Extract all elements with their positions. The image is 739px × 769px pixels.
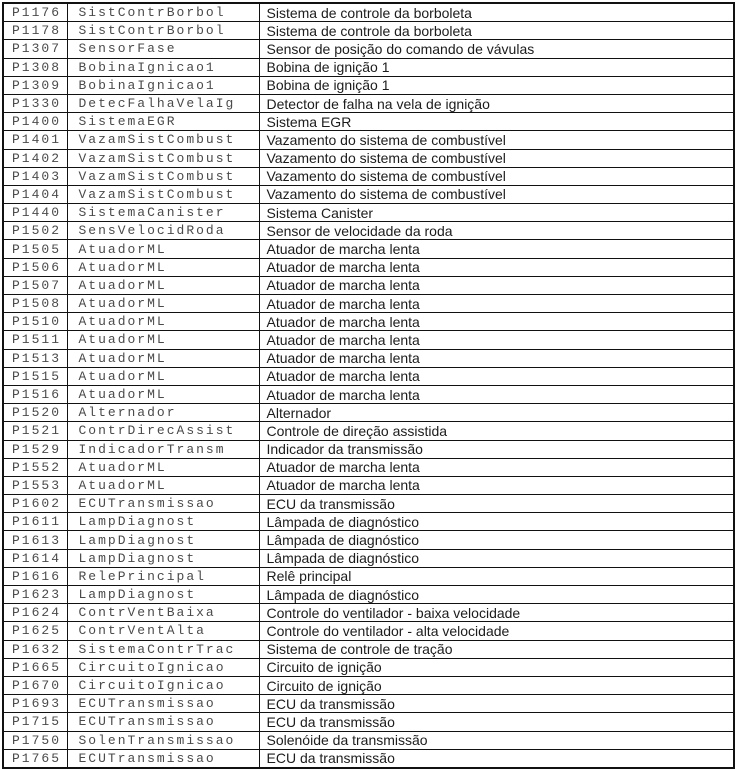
dtc-short-name-cell: LampDiagnost bbox=[67, 531, 259, 549]
dtc-short-name-cell: SensorFase bbox=[67, 40, 259, 58]
dtc-short-name-cell: AtuadorML bbox=[67, 240, 259, 258]
dtc-short-name-cell: SensVelocidRoda bbox=[67, 222, 259, 240]
table-row bbox=[3, 204, 734, 222]
dtc-description-cell: Atuador de marcha lenta bbox=[259, 276, 734, 294]
table-row bbox=[3, 640, 734, 658]
dtc-description-cell: Atuador de marcha lenta bbox=[259, 385, 734, 403]
table-row bbox=[3, 695, 734, 713]
dtc-short-name-cell: AtuadorML bbox=[67, 295, 259, 313]
table-row bbox=[3, 258, 734, 276]
dtc-code-cell: P1623 bbox=[3, 586, 67, 604]
table-row bbox=[3, 549, 734, 567]
dtc-short-name-cell: ContrVentAlta bbox=[67, 622, 259, 640]
dtc-code-cell: P1625 bbox=[3, 622, 67, 640]
dtc-code-cell: P1513 bbox=[3, 349, 67, 367]
dtc-short-name-cell: DetecFalhaVelaIg bbox=[67, 94, 259, 112]
dtc-description-cell: Sensor de velocidade da roda bbox=[259, 222, 734, 240]
dtc-table-body bbox=[3, 3, 734, 768]
table-row bbox=[3, 658, 734, 676]
table-row bbox=[3, 185, 734, 203]
dtc-short-name-cell: AtuadorML bbox=[67, 458, 259, 476]
dtc-code-cell: P1511 bbox=[3, 331, 67, 349]
dtc-short-name-cell: VazamSistCombust bbox=[67, 167, 259, 185]
dtc-description-cell: Sistema de controle da borboleta bbox=[259, 22, 734, 40]
dtc-code-cell: P1402 bbox=[3, 149, 67, 167]
dtc-description-cell: ECU da transmissão bbox=[259, 695, 734, 713]
dtc-description-cell: Lâmpada de diagnóstico bbox=[259, 549, 734, 567]
dtc-description-cell: Atuador de marcha lenta bbox=[259, 458, 734, 476]
table-row bbox=[3, 749, 734, 768]
table-row bbox=[3, 567, 734, 585]
dtc-short-name-cell: AtuadorML bbox=[67, 476, 259, 494]
dtc-short-name-cell: LampDiagnost bbox=[67, 586, 259, 604]
dtc-code-cell: P1178 bbox=[3, 22, 67, 40]
dtc-short-name-cell: VazamSistCombust bbox=[67, 131, 259, 149]
table-row bbox=[3, 149, 734, 167]
dtc-description-cell: Atuador de marcha lenta bbox=[259, 258, 734, 276]
dtc-short-name-cell: AtuadorML bbox=[67, 258, 259, 276]
dtc-code-cell: P1614 bbox=[3, 549, 67, 567]
dtc-code-cell: P1401 bbox=[3, 131, 67, 149]
dtc-short-name-cell: CircuitoIgnicao bbox=[67, 658, 259, 676]
dtc-code-cell: P1750 bbox=[3, 731, 67, 749]
dtc-description-cell: Atuador de marcha lenta bbox=[259, 349, 734, 367]
dtc-description-cell: Sistema de controle da borboleta bbox=[259, 3, 734, 22]
dtc-description-cell: Atuador de marcha lenta bbox=[259, 331, 734, 349]
dtc-code-cell: P1552 bbox=[3, 458, 67, 476]
dtc-short-name-cell: IndicadorTransm bbox=[67, 440, 259, 458]
dtc-code-cell: P1665 bbox=[3, 658, 67, 676]
dtc-description-cell: Bobina de ignição 1 bbox=[259, 58, 734, 76]
dtc-short-name-cell: AtuadorML bbox=[67, 276, 259, 294]
dtc-description-cell: Sensor de posição do comando de vávulas bbox=[259, 40, 734, 58]
dtc-code-cell: P1521 bbox=[3, 422, 67, 440]
table-row bbox=[3, 22, 734, 40]
dtc-description-cell: Vazamento do sistema de combustível bbox=[259, 167, 734, 185]
table-row bbox=[3, 131, 734, 149]
dtc-description-cell: Solenóide da transmissão bbox=[259, 731, 734, 749]
table-row bbox=[3, 367, 734, 385]
table-row bbox=[3, 531, 734, 549]
dtc-code-cell: P1632 bbox=[3, 640, 67, 658]
dtc-code-cell: P1502 bbox=[3, 222, 67, 240]
dtc-description-cell: Detector de falha na vela de ignição bbox=[259, 94, 734, 112]
dtc-short-name-cell: ECUTransmissao bbox=[67, 495, 259, 513]
table-row bbox=[3, 731, 734, 749]
dtc-short-name-cell: ECUTransmissao bbox=[67, 713, 259, 731]
dtc-short-name-cell: RelePrincipal bbox=[67, 567, 259, 585]
dtc-code-cell: P1515 bbox=[3, 367, 67, 385]
dtc-code-cell: P1176 bbox=[3, 3, 67, 22]
dtc-short-name-cell: LampDiagnost bbox=[67, 549, 259, 567]
dtc-code-cell: P1611 bbox=[3, 513, 67, 531]
table-row bbox=[3, 622, 734, 640]
dtc-code-cell: P1506 bbox=[3, 258, 67, 276]
dtc-description-cell: Relê principal bbox=[259, 567, 734, 585]
table-row bbox=[3, 58, 734, 76]
dtc-short-name-cell: BobinaIgnicao1 bbox=[67, 76, 259, 94]
table-row bbox=[3, 513, 734, 531]
dtc-description-cell: Atuador de marcha lenta bbox=[259, 476, 734, 494]
table-row bbox=[3, 676, 734, 694]
dtc-code-cell: P1602 bbox=[3, 495, 67, 513]
table-row bbox=[3, 495, 734, 513]
dtc-code-cell: P1403 bbox=[3, 167, 67, 185]
table-row bbox=[3, 113, 734, 131]
dtc-short-name-cell: AtuadorML bbox=[67, 385, 259, 403]
dtc-short-name-cell: SolenTransmissao bbox=[67, 731, 259, 749]
dtc-short-name-cell: AtuadorML bbox=[67, 331, 259, 349]
dtc-code-cell: P1309 bbox=[3, 76, 67, 94]
dtc-short-name-cell: AtuadorML bbox=[67, 367, 259, 385]
dtc-description-cell: ECU da transmissão bbox=[259, 495, 734, 513]
dtc-short-name-cell: LampDiagnost bbox=[67, 513, 259, 531]
table-row bbox=[3, 476, 734, 494]
dtc-description-cell: Vazamento do sistema de combustível bbox=[259, 149, 734, 167]
table-row bbox=[3, 94, 734, 112]
dtc-short-name-cell: ContrDirecAssist bbox=[67, 422, 259, 440]
dtc-code-cell: P1505 bbox=[3, 240, 67, 258]
dtc-code-cell: P1715 bbox=[3, 713, 67, 731]
table-row bbox=[3, 385, 734, 403]
dtc-short-name-cell: VazamSistCombust bbox=[67, 185, 259, 203]
dtc-description-cell: Sistema Canister bbox=[259, 204, 734, 222]
dtc-description-cell: ECU da transmissão bbox=[259, 713, 734, 731]
dtc-description-cell: Bobina de ignição 1 bbox=[259, 76, 734, 94]
dtc-short-name-cell: AtuadorML bbox=[67, 313, 259, 331]
dtc-code-cell: P1307 bbox=[3, 40, 67, 58]
table-row bbox=[3, 295, 734, 313]
dtc-code-cell: P1670 bbox=[3, 676, 67, 694]
table-row bbox=[3, 440, 734, 458]
table-row bbox=[3, 422, 734, 440]
dtc-code-cell: P1520 bbox=[3, 404, 67, 422]
dtc-code-cell: P1613 bbox=[3, 531, 67, 549]
dtc-description-cell: Controle do ventilador - alta velocidade bbox=[259, 622, 734, 640]
dtc-description-cell: Atuador de marcha lenta bbox=[259, 295, 734, 313]
dtc-description-cell: Atuador de marcha lenta bbox=[259, 367, 734, 385]
dtc-short-name-cell: SistContrBorbol bbox=[67, 3, 259, 22]
dtc-description-cell: Lâmpada de diagnóstico bbox=[259, 531, 734, 549]
dtc-short-name-cell: VazamSistCombust bbox=[67, 149, 259, 167]
table-row bbox=[3, 240, 734, 258]
dtc-code-cell: P1624 bbox=[3, 604, 67, 622]
table-row bbox=[3, 76, 734, 94]
dtc-description-cell: Indicador da transmissão bbox=[259, 440, 734, 458]
dtc-code-cell: P1440 bbox=[3, 204, 67, 222]
dtc-code-cell: P1308 bbox=[3, 58, 67, 76]
dtc-code-cell: P1765 bbox=[3, 749, 67, 768]
dtc-description-cell: Controle de direção assistida bbox=[259, 422, 734, 440]
dtc-description-cell: Lâmpada de diagnóstico bbox=[259, 513, 734, 531]
dtc-description-cell: Sistema de controle de tração bbox=[259, 640, 734, 658]
table-row bbox=[3, 276, 734, 294]
table-row bbox=[3, 349, 734, 367]
dtc-short-name-cell: SistemaContrTrac bbox=[67, 640, 259, 658]
dtc-short-name-cell: Alternador bbox=[67, 404, 259, 422]
dtc-short-name-cell: CircuitoIgnicao bbox=[67, 676, 259, 694]
dtc-short-name-cell: ECUTransmissao bbox=[67, 695, 259, 713]
dtc-short-name-cell: SistemaEGR bbox=[67, 113, 259, 131]
dtc-code-cell: P1529 bbox=[3, 440, 67, 458]
dtc-description-cell: Circuito de ignição bbox=[259, 658, 734, 676]
table-row bbox=[3, 3, 734, 22]
dtc-short-name-cell: BobinaIgnicao1 bbox=[67, 58, 259, 76]
dtc-code-cell: P1404 bbox=[3, 185, 67, 203]
dtc-description-cell: Alternador bbox=[259, 404, 734, 422]
dtc-code-cell: P1400 bbox=[3, 113, 67, 131]
table-row bbox=[3, 586, 734, 604]
dtc-code-cell: P1693 bbox=[3, 695, 67, 713]
dtc-short-name-cell: AtuadorML bbox=[67, 349, 259, 367]
dtc-description-cell: Vazamento do sistema de combustível bbox=[259, 185, 734, 203]
dtc-description-cell: Circuito de ignição bbox=[259, 676, 734, 694]
dtc-description-cell: Vazamento do sistema de combustível bbox=[259, 131, 734, 149]
table-row bbox=[3, 713, 734, 731]
dtc-short-name-cell: ContrVentBaixa bbox=[67, 604, 259, 622]
dtc-code-cell: P1516 bbox=[3, 385, 67, 403]
dtc-short-name-cell: SistContrBorbol bbox=[67, 22, 259, 40]
dtc-short-name-cell: ECUTransmissao bbox=[67, 749, 259, 768]
dtc-code-table bbox=[2, 2, 735, 769]
dtc-code-cell: P1507 bbox=[3, 276, 67, 294]
table-row bbox=[3, 404, 734, 422]
dtc-description-cell: ECU da transmissão bbox=[259, 749, 734, 768]
dtc-description-cell: Sistema EGR bbox=[259, 113, 734, 131]
dtc-description-cell: Controle do ventilador - baixa velocidade bbox=[259, 604, 734, 622]
table-row bbox=[3, 604, 734, 622]
dtc-code-cell: P1616 bbox=[3, 567, 67, 585]
dtc-description-cell: Atuador de marcha lenta bbox=[259, 240, 734, 258]
dtc-description-cell: Atuador de marcha lenta bbox=[259, 313, 734, 331]
dtc-code-cell: P1508 bbox=[3, 295, 67, 313]
table-row bbox=[3, 313, 734, 331]
dtc-short-name-cell: SistemaCanister bbox=[67, 204, 259, 222]
dtc-code-cell: P1553 bbox=[3, 476, 67, 494]
table-row bbox=[3, 167, 734, 185]
table-row bbox=[3, 331, 734, 349]
dtc-code-cell: P1510 bbox=[3, 313, 67, 331]
dtc-description-cell: Lâmpada de diagnóstico bbox=[259, 586, 734, 604]
table-row bbox=[3, 222, 734, 240]
dtc-code-cell: P1330 bbox=[3, 94, 67, 112]
table-row bbox=[3, 40, 734, 58]
table-row bbox=[3, 458, 734, 476]
